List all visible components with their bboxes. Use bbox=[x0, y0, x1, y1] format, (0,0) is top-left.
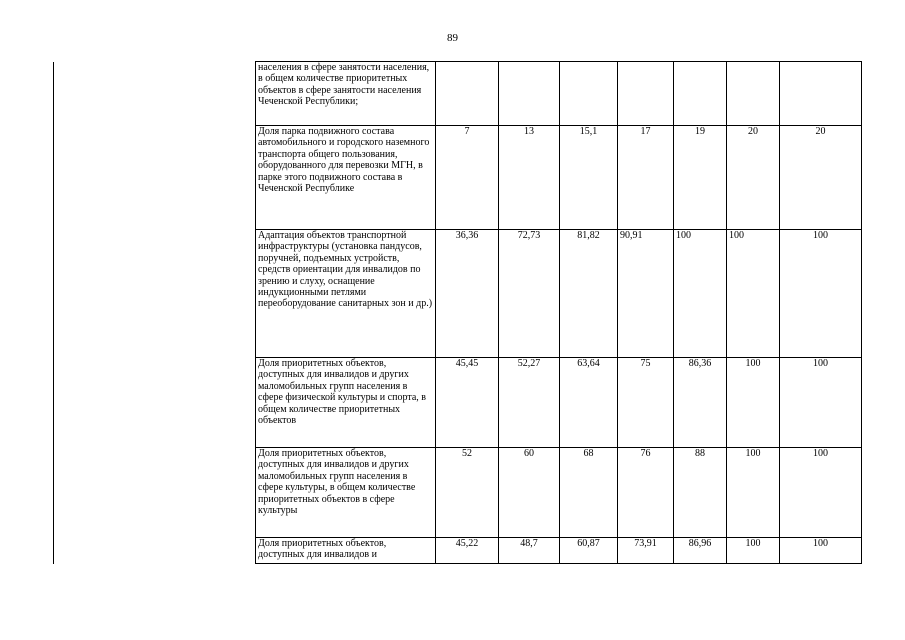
value-cell: 100 bbox=[780, 538, 862, 564]
value-cell: 100 bbox=[780, 358, 862, 448]
value-cell: 36,36 bbox=[436, 230, 499, 358]
value-cell: 76 bbox=[618, 448, 674, 538]
indicators-table bbox=[53, 61, 862, 564]
value-cell: 72,73 bbox=[499, 230, 560, 358]
value-cell: 68 bbox=[560, 448, 618, 538]
value-cell bbox=[780, 62, 862, 126]
value-cell: 75 bbox=[618, 358, 674, 448]
indicator-label: населения в сфере занятости населения, в общем количестве приоритетных объектов в сфере занятости населения Чеченской Республики; bbox=[256, 62, 436, 126]
table-row bbox=[54, 62, 862, 126]
value-cell: 60 bbox=[499, 448, 560, 538]
value-cell: 73,91 bbox=[618, 538, 674, 564]
value-cell: 63,64 bbox=[560, 358, 618, 448]
value-cell: 100 bbox=[674, 230, 727, 358]
indicator-label: Доля приоритетных объектов, доступных для инвалидов и других маломобильных групп населения в сфере физической культуры и спорта, в общем количестве приоритетных объектов bbox=[256, 358, 436, 448]
value-cell: 100 bbox=[727, 538, 780, 564]
value-cell bbox=[436, 62, 499, 126]
value-cell: 48,7 bbox=[499, 538, 560, 564]
indicator-label: Доля приоритетных объектов, доступных для инвалидов и bbox=[256, 538, 436, 564]
value-cell bbox=[618, 62, 674, 126]
indicator-label: Адаптация объектов транспортной инфраструктуры (установка пандусов, поручней, подъемных устройств, средств ориентации для инвалидов по зрению и слуху, оснащение индукционными петлями переоборудование санитарных зон и др.) bbox=[256, 230, 436, 358]
value-cell: 19 bbox=[674, 126, 727, 230]
value-cell: 100 bbox=[780, 230, 862, 358]
value-cell: 88 bbox=[674, 448, 727, 538]
value-cell bbox=[674, 62, 727, 126]
empty-first-column-cell bbox=[54, 62, 256, 564]
value-cell: 100 bbox=[727, 448, 780, 538]
value-cell: 100 bbox=[727, 230, 780, 358]
value-cell bbox=[560, 62, 618, 126]
value-cell: 45,22 bbox=[436, 538, 499, 564]
value-cell: 60,87 bbox=[560, 538, 618, 564]
indicator-label: Доля парка подвижного состава автомобильного и городского наземного транспорта общего пользования, оборудованного для перевозки МГН, в парке этого подвижного состава в Чеченской Республике bbox=[256, 126, 436, 230]
value-cell: 100 bbox=[727, 358, 780, 448]
value-cell: 45,45 bbox=[436, 358, 499, 448]
value-cell bbox=[499, 62, 560, 126]
value-cell: 20 bbox=[727, 126, 780, 230]
value-cell: 81,82 bbox=[560, 230, 618, 358]
value-cell: 20 bbox=[780, 126, 862, 230]
value-cell: 17 bbox=[618, 126, 674, 230]
value-cell: 100 bbox=[780, 448, 862, 538]
value-cell: 86,36 bbox=[674, 358, 727, 448]
value-cell: 86,96 bbox=[674, 538, 727, 564]
value-cell: 15,1 bbox=[560, 126, 618, 230]
indicator-label: Доля приоритетных объектов, доступных для инвалидов и других маломобильных групп населения в сфере культуры, в общем количестве приоритетных объектов в сфере культуры bbox=[256, 448, 436, 538]
value-cell: 52,27 bbox=[499, 358, 560, 448]
value-cell bbox=[727, 62, 780, 126]
value-cell: 7 bbox=[436, 126, 499, 230]
value-cell: 52 bbox=[436, 448, 499, 538]
value-cell: 13 bbox=[499, 126, 560, 230]
value-cell: 90,91 bbox=[618, 230, 674, 358]
page-number: 89 bbox=[447, 32, 458, 44]
